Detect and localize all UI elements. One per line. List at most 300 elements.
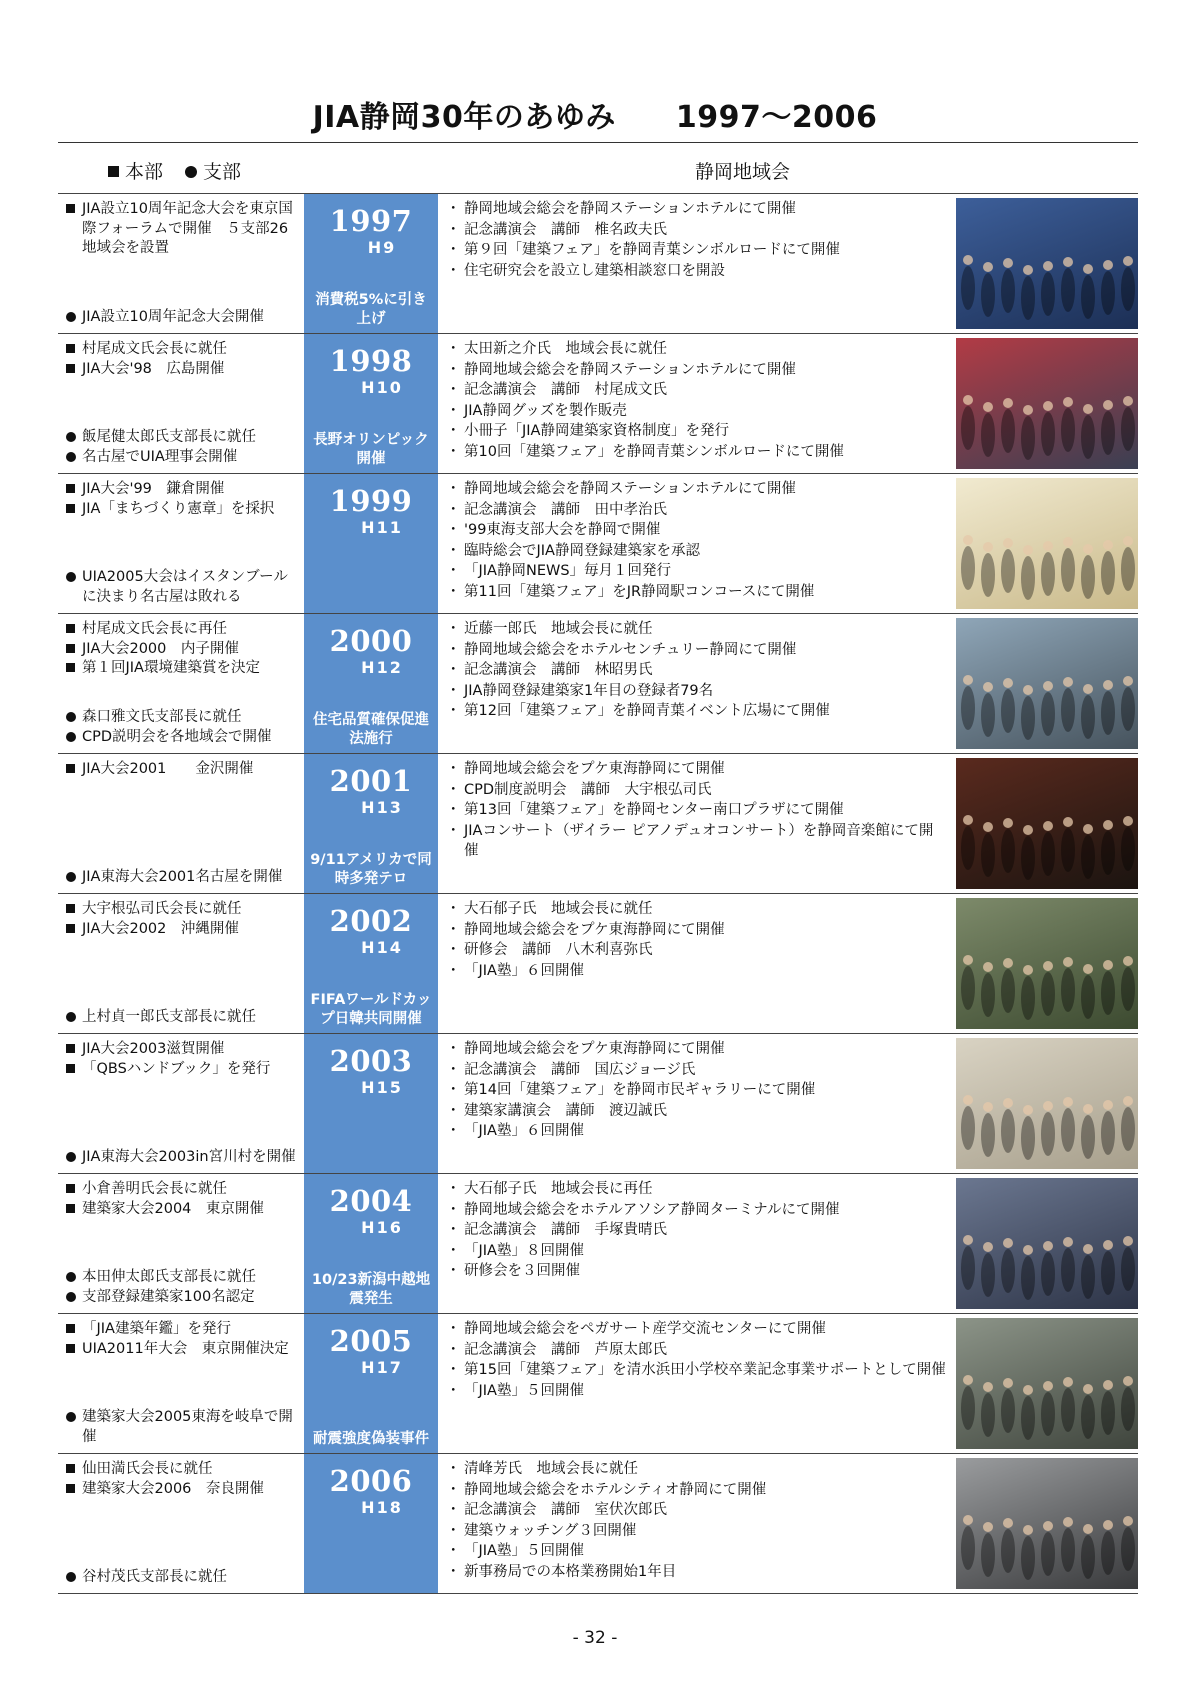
- photo-figures: [956, 198, 1138, 329]
- photo-head-shape: [1083, 824, 1093, 834]
- local-event-item: ・ CPD制度説明会 講師 大宇根弘司氏: [450, 780, 946, 801]
- local-event-item: ・ 記念講演会 講師 村尾成文氏: [450, 380, 946, 401]
- world-event-label: 長野オリンピック開催: [313, 432, 429, 467]
- photo-head-shape: [1003, 678, 1013, 688]
- local-event-item: ・ 記念講演会 講師 椎名政夫氏: [450, 220, 946, 241]
- year-cell: [304, 1454, 438, 1594]
- photo-figures: [956, 1038, 1138, 1169]
- local-events-cell: [438, 1454, 952, 1594]
- photo-head-shape: [1083, 1524, 1093, 1534]
- square-marker-icon: [66, 900, 80, 920]
- photo-person-shape: [1061, 408, 1075, 452]
- photo-head-shape: [1083, 404, 1093, 414]
- hq-branch-cell: [58, 194, 304, 334]
- local-events-cell: [438, 1174, 952, 1314]
- photo-person-shape: [1061, 548, 1075, 592]
- local-event-item: ・ 静岡地域会総会をホテルアソシア静岡ターミナルにて開催: [450, 1200, 946, 1221]
- photo-head-shape: [1043, 261, 1053, 271]
- photo-person-shape: [1041, 972, 1055, 1016]
- local-event-item: ・ 新事務局での本格業務開始1年目: [450, 1562, 946, 1583]
- photo-head-shape: [1103, 260, 1113, 270]
- hq-item-text: JIA大会'99 鎌倉開催: [82, 481, 225, 497]
- hq-item-text: 村尾成文氏会長に再任: [82, 621, 227, 637]
- photo-head-shape: [1023, 545, 1033, 555]
- photo-head-shape: [1023, 1245, 1033, 1255]
- photo-person-shape: [1061, 1388, 1075, 1432]
- photo-head-shape: [1103, 1380, 1113, 1390]
- world-event-label: 10/23新潟中越地震発生: [311, 1272, 431, 1307]
- column-header: [58, 143, 1138, 193]
- square-marker-icon: [66, 1340, 80, 1360]
- world-event-label: 9/11アメリカで同時多発テロ: [310, 852, 432, 887]
- timeline-row: [58, 194, 1138, 334]
- photo-person-shape: [1001, 409, 1015, 453]
- square-marker-icon: [66, 1200, 80, 1220]
- branch-items: [66, 1268, 300, 1307]
- photo-head-shape: [963, 675, 973, 685]
- legend-branch: 支部: [203, 161, 242, 183]
- photo-head-shape: [983, 1522, 993, 1532]
- year-cell: [304, 614, 438, 754]
- photo-head-shape: [1083, 1244, 1093, 1254]
- branch-item-text: 飯尾健太郎氏支部長に就任: [82, 429, 256, 445]
- local-event-item: ・ 記念講演会 講師 芦原太郎氏: [450, 1340, 946, 1361]
- circle-marker-icon: [66, 868, 80, 889]
- branch-item: [66, 1408, 300, 1447]
- photo-person-shape: [1061, 968, 1075, 1012]
- photo-head-shape: [963, 535, 973, 545]
- photo-person-shape: [961, 686, 975, 730]
- photo-head-shape: [983, 262, 993, 272]
- year-cell: [304, 474, 438, 614]
- year-label: 2003: [329, 1044, 413, 1078]
- photo-person-shape: [1121, 827, 1135, 871]
- circle-marker-icon: [66, 1408, 80, 1429]
- branch-item-text: JIA設立10周年記念大会開催: [82, 308, 264, 325]
- local-event-item: ・ 記念講演会 講師 林昭男氏: [450, 660, 946, 681]
- photo-person-shape: [961, 546, 975, 590]
- photo-person-shape: [1041, 1112, 1055, 1156]
- hq-item-text: 仙田満氏会長に就任: [82, 1461, 213, 1477]
- branch-item: [66, 708, 300, 728]
- heisei-label: H13: [361, 798, 403, 817]
- square-marker-icon: [66, 200, 80, 220]
- photo-person-shape: [1121, 1107, 1135, 1151]
- hq-item: [66, 340, 300, 360]
- world-event-label: 住宅品質確保促進法施行: [313, 712, 429, 747]
- photo-person-shape: [981, 1533, 995, 1577]
- branch-items: [66, 428, 300, 467]
- timeline-row: [58, 614, 1138, 754]
- timeline-row: [58, 1314, 1138, 1454]
- photo-head-shape: [963, 815, 973, 825]
- branch-item: [66, 868, 300, 888]
- photo-head-shape: [1123, 536, 1133, 546]
- photo-head-shape: [1103, 400, 1113, 410]
- circle-marker-icon: [66, 428, 80, 449]
- local-event-item: ・ 記念講演会 講師 田中孝治氏: [450, 500, 946, 521]
- hq-item-text: 「JIA建築年鑑」を発行: [82, 1321, 231, 1337]
- photo-figures: [956, 1178, 1138, 1309]
- photo-head-shape: [1003, 1238, 1013, 1248]
- photo-head-shape: [1023, 1525, 1033, 1535]
- photo-head-shape: [1063, 817, 1073, 827]
- branch-item-text: 本田伸太郎氏支部長に就任: [82, 1269, 256, 1285]
- timeline-row: [58, 474, 1138, 614]
- photo-person-shape: [961, 1526, 975, 1570]
- local-events-cell: [438, 614, 952, 754]
- local-event-item: ・ 第13回「建築フェア」を静岡センター南口プラザにて開催: [450, 800, 946, 821]
- photo-person-shape: [981, 1253, 995, 1297]
- local-event-item: ・ 第10回「建築フェア」を静岡青葉シンボルロードにて開催: [450, 442, 946, 463]
- branch-item-text: CPD説明会を各地域会で開催: [82, 728, 272, 745]
- photo-person-shape: [1021, 1536, 1035, 1580]
- branch-items: [66, 1148, 300, 1168]
- local-event-item: ・ 静岡地域会総会をプケ東海静岡にて開催: [450, 1039, 946, 1060]
- photo-head-shape: [1123, 1516, 1133, 1526]
- photo-head-shape: [1103, 1240, 1113, 1250]
- local-event-item: ・ 静岡地域会総会をホテルセンチュリー静岡にて開催: [450, 640, 946, 661]
- photo-person-shape: [1041, 1392, 1055, 1436]
- timeline-row: [58, 1174, 1138, 1314]
- photo-person-shape: [1021, 836, 1035, 880]
- hq-branch-cell: [58, 474, 304, 614]
- square-marker-icon: [66, 620, 80, 640]
- year-cell: [304, 894, 438, 1034]
- event-photo: [956, 1458, 1138, 1589]
- local-event-item: ・ 静岡地域会総会をホテルシティオ静岡にて開催: [450, 1480, 946, 1501]
- photo-head-shape: [963, 255, 973, 265]
- photo-person-shape: [981, 833, 995, 877]
- circle-marker-icon: [66, 308, 80, 329]
- year-label: 2005: [329, 1324, 413, 1358]
- event-photo: [956, 618, 1138, 749]
- branch-items: [66, 1008, 300, 1028]
- photo-person-shape: [1101, 831, 1115, 875]
- hq-item: [66, 920, 300, 940]
- photo-head-shape: [1023, 405, 1033, 415]
- local-events-cell: [438, 754, 952, 894]
- photo-head-shape: [1123, 256, 1133, 266]
- heisei-label: H9: [367, 238, 397, 257]
- photo-head-shape: [1083, 1104, 1093, 1114]
- photo-head-shape: [1023, 1105, 1033, 1115]
- local-event-item: ・ 第９回「建築フェア」を静岡青葉シンボルロードにて開催: [450, 240, 946, 261]
- local-event-item: ・ 近藤一郎氏 地域会長に就任: [450, 619, 946, 640]
- photo-person-shape: [961, 1106, 975, 1150]
- local-events-cell: [438, 894, 952, 1034]
- hq-branch-cell: [58, 614, 304, 754]
- photo-head-shape: [1043, 961, 1053, 971]
- photo-figures: [956, 618, 1138, 749]
- photo-person-shape: [1061, 1108, 1075, 1152]
- photo-head-shape: [1063, 1377, 1073, 1387]
- timeline-table: [58, 193, 1138, 1594]
- photo-person-shape: [1101, 1531, 1115, 1575]
- hq-branch-cell: [58, 1034, 304, 1174]
- photo-person-shape: [1081, 415, 1095, 459]
- photo-cell: [952, 1034, 1138, 1174]
- circle-marker-icon: [66, 448, 80, 469]
- photo-head-shape: [1063, 537, 1073, 547]
- photo-head-shape: [1103, 960, 1113, 970]
- branch-items: [66, 308, 300, 328]
- circle-marker-icon: [66, 1268, 80, 1289]
- local-event-item: ・ 「JIA塾」５回開催: [450, 1381, 946, 1402]
- photo-figures: [956, 758, 1138, 889]
- square-marker-icon: [108, 166, 119, 177]
- photo-cell: [952, 894, 1138, 1034]
- photo-person-shape: [1041, 692, 1055, 736]
- world-event-label: FIFAワールドカップ日韓共同開催: [310, 992, 432, 1027]
- photo-head-shape: [1023, 685, 1033, 695]
- photo-person-shape: [981, 693, 995, 737]
- branch-item-text: 上村貞一郎氏支部長に就任: [82, 1008, 256, 1025]
- year-label: 2001: [329, 764, 413, 798]
- year-label: 2006: [329, 1464, 413, 1498]
- photo-figures: [956, 1458, 1138, 1589]
- photo-person-shape: [1101, 1111, 1115, 1155]
- hq-branch-cell: [58, 894, 304, 1034]
- circle-marker-icon: [66, 708, 80, 729]
- photo-person-shape: [1001, 1109, 1015, 1153]
- heisei-label: H12: [361, 658, 403, 677]
- hq-item-text: JIA大会'98 広島開催: [82, 360, 225, 377]
- photo-person-shape: [1001, 269, 1015, 313]
- photo-head-shape: [1123, 396, 1133, 406]
- branch-item-text: JIA東海大会2001名古屋を開催: [82, 868, 283, 885]
- photo-person-shape: [1041, 412, 1055, 456]
- hq-item: [66, 1040, 300, 1060]
- photo-head-shape: [1003, 1518, 1013, 1528]
- photo-person-shape: [981, 553, 995, 597]
- photo-person-shape: [1001, 1389, 1015, 1433]
- square-marker-icon: [66, 500, 80, 520]
- photo-person-shape: [981, 1393, 995, 1437]
- heisei-label: H17: [361, 1358, 403, 1377]
- photo-person-shape: [1021, 696, 1035, 740]
- photo-person-shape: [1121, 547, 1135, 591]
- local-event-item: ・ 第15回「建築フェア」を清水浜田小学校卒業記念事業サポートとして開催: [450, 1360, 946, 1381]
- photo-person-shape: [1021, 556, 1035, 600]
- photo-person-shape: [1041, 1252, 1055, 1296]
- square-marker-icon: [66, 920, 80, 940]
- photo-head-shape: [983, 962, 993, 972]
- local-events-cell: [438, 474, 952, 614]
- photo-person-shape: [1021, 976, 1035, 1020]
- photo-person-shape: [981, 973, 995, 1017]
- branch-items: [66, 868, 300, 888]
- hq-item: [66, 1480, 300, 1500]
- photo-cell: [952, 334, 1138, 474]
- hq-item: [66, 360, 300, 380]
- photo-person-shape: [1081, 835, 1095, 879]
- photo-person-shape: [1121, 1387, 1135, 1431]
- branch-items: [66, 708, 300, 747]
- photo-person-shape: [1081, 555, 1095, 599]
- branch-item-text: UIA2005大会はイスタンブールに決まり名古屋は敗れる: [82, 569, 288, 605]
- branch-item: [66, 1148, 300, 1168]
- hq-item: [66, 500, 300, 520]
- photo-figures: [956, 478, 1138, 609]
- local-event-item: ・ 静岡地域会総会を静岡ステーションホテルにて開催: [450, 479, 946, 500]
- photo-head-shape: [1063, 957, 1073, 967]
- photo-person-shape: [961, 406, 975, 450]
- photo-person-shape: [1001, 969, 1015, 1013]
- hq-item-text: 第１回JIA環境建築賞を決定: [82, 660, 260, 676]
- photo-person-shape: [1121, 407, 1135, 451]
- hq-item-text: 建築家大会2004 東京開催: [82, 1200, 264, 1217]
- hq-item: [66, 1180, 300, 1200]
- photo-figures: [956, 898, 1138, 1029]
- photo-person-shape: [1041, 552, 1055, 596]
- hq-item-text: JIA大会2002 沖縄開催: [82, 920, 239, 937]
- photo-head-shape: [1023, 265, 1033, 275]
- branch-items: [66, 568, 300, 607]
- local-event-item: ・ 記念講演会 講師 国広ジョージ氏: [450, 1060, 946, 1081]
- hq-item-text: 建築家大会2006 奈良開催: [82, 1480, 264, 1497]
- photo-person-shape: [1101, 271, 1115, 315]
- local-event-item: ・ 清峰芳氏 地域会長に就任: [450, 1459, 946, 1480]
- branch-item-text: 名古屋でUIA理事会開催: [82, 448, 238, 465]
- local-event-item: ・ 第12回「建築フェア」を静岡青葉イベント広場にて開催: [450, 701, 946, 722]
- heisei-label: H18: [361, 1498, 403, 1517]
- year-label: 1998: [329, 344, 413, 378]
- event-photo: [956, 338, 1138, 469]
- heisei-label: H15: [361, 1078, 403, 1097]
- local-event-item: ・ 小冊子「JIA静岡建築家資格制度」を発行: [450, 421, 946, 442]
- photo-person-shape: [1021, 1116, 1035, 1160]
- region-header: 静岡地域会: [695, 161, 791, 183]
- photo-cell: [952, 1174, 1138, 1314]
- timeline-row: [58, 1034, 1138, 1174]
- year-cell: [304, 1314, 438, 1454]
- photo-head-shape: [983, 1242, 993, 1252]
- world-event-label: 消費税5%に引き上げ: [315, 292, 427, 327]
- photo-head-shape: [1003, 818, 1013, 828]
- photo-head-shape: [1043, 1101, 1053, 1111]
- photo-head-shape: [963, 1235, 973, 1245]
- photo-head-shape: [963, 1095, 973, 1105]
- photo-person-shape: [1101, 1251, 1115, 1295]
- photo-person-shape: [1081, 275, 1095, 319]
- heisei-label: H16: [361, 1218, 403, 1237]
- hq-item-text: 「QBSハンドブック」を発行: [82, 1060, 271, 1077]
- local-event-item: ・ 「JIA塾」６回開催: [450, 1121, 946, 1142]
- hq-item: [66, 1320, 300, 1340]
- photo-head-shape: [1003, 258, 1013, 268]
- branch-items: [66, 1408, 300, 1447]
- photo-head-shape: [1003, 1378, 1013, 1388]
- square-marker-icon: [66, 1180, 80, 1200]
- photo-head-shape: [1043, 681, 1053, 691]
- photo-head-shape: [1063, 257, 1073, 267]
- branch-item: [66, 1288, 300, 1308]
- photo-person-shape: [961, 826, 975, 870]
- year-cell: [304, 334, 438, 474]
- hq-branch-cell: [58, 1174, 304, 1314]
- local-event-item: ・ 研修会を３回開催: [450, 1261, 946, 1282]
- photo-person-shape: [1041, 832, 1055, 876]
- photo-person-shape: [1081, 1395, 1095, 1439]
- photo-head-shape: [983, 1382, 993, 1392]
- branch-item: [66, 428, 300, 448]
- photo-person-shape: [1001, 1249, 1015, 1293]
- photo-person-shape: [1081, 1255, 1095, 1299]
- local-event-item: ・ 第14回「建築フェア」を静岡市民ギャラリーにて開催: [450, 1080, 946, 1101]
- photo-head-shape: [1083, 544, 1093, 554]
- photo-head-shape: [1123, 676, 1133, 686]
- circle-marker-icon: [66, 1288, 80, 1309]
- hq-branch-cell: [58, 1454, 304, 1594]
- photo-head-shape: [963, 395, 973, 405]
- local-event-item: ・ 静岡地域会総会を静岡ステーションホテルにて開催: [450, 360, 946, 381]
- local-events-cell: [438, 194, 952, 334]
- branch-item: [66, 308, 300, 328]
- timeline-row: [58, 334, 1138, 474]
- photo-person-shape: [1001, 1529, 1015, 1573]
- photo-head-shape: [1103, 680, 1113, 690]
- square-marker-icon: [66, 659, 80, 679]
- branch-item: [66, 568, 300, 607]
- photo-person-shape: [1061, 828, 1075, 872]
- photo-person-shape: [1121, 967, 1135, 1011]
- photo-head-shape: [1043, 1521, 1053, 1531]
- photo-head-shape: [1083, 1384, 1093, 1394]
- photo-person-shape: [1061, 1248, 1075, 1292]
- square-marker-icon: [66, 1460, 80, 1480]
- photo-person-shape: [961, 1246, 975, 1290]
- event-photo: [956, 1038, 1138, 1169]
- square-marker-icon: [66, 1320, 80, 1340]
- photo-person-shape: [981, 1113, 995, 1157]
- square-marker-icon: [66, 640, 80, 660]
- branch-item-text: 建築家大会2005東海を岐阜で開催: [82, 1409, 293, 1445]
- hq-item: [66, 200, 300, 259]
- photo-head-shape: [1063, 397, 1073, 407]
- square-marker-icon: [66, 1040, 80, 1060]
- branch-item: [66, 1008, 300, 1028]
- photo-head-shape: [1023, 965, 1033, 975]
- photo-person-shape: [961, 266, 975, 310]
- photo-head-shape: [1023, 825, 1033, 835]
- photo-head-shape: [1103, 1520, 1113, 1530]
- event-photo: [956, 198, 1138, 329]
- local-events-cell: [438, 334, 952, 474]
- hq-item: [66, 1200, 300, 1220]
- hq-branch-cell: [58, 334, 304, 474]
- photo-person-shape: [1101, 691, 1115, 735]
- year-cell: [304, 754, 438, 894]
- photo-head-shape: [963, 1375, 973, 1385]
- circle-marker-icon: [66, 568, 80, 589]
- photo-head-shape: [983, 402, 993, 412]
- photo-head-shape: [983, 822, 993, 832]
- local-event-item: ・ JIA静岡登録建築家1年目の登録者79名: [450, 681, 946, 702]
- photo-head-shape: [1083, 684, 1093, 694]
- photo-cell: [952, 754, 1138, 894]
- year-label: 1997: [329, 204, 413, 238]
- photo-head-shape: [1023, 1385, 1033, 1395]
- photo-person-shape: [1081, 975, 1095, 1019]
- photo-person-shape: [1021, 416, 1035, 460]
- local-event-item: ・ 大石郁子氏 地域会長に再任: [450, 1179, 946, 1200]
- photo-person-shape: [961, 966, 975, 1010]
- photo-head-shape: [1083, 264, 1093, 274]
- event-photo: [956, 1178, 1138, 1309]
- hq-item-text: JIA「まちづくり憲章」を採択: [82, 500, 275, 517]
- photo-head-shape: [1043, 401, 1053, 411]
